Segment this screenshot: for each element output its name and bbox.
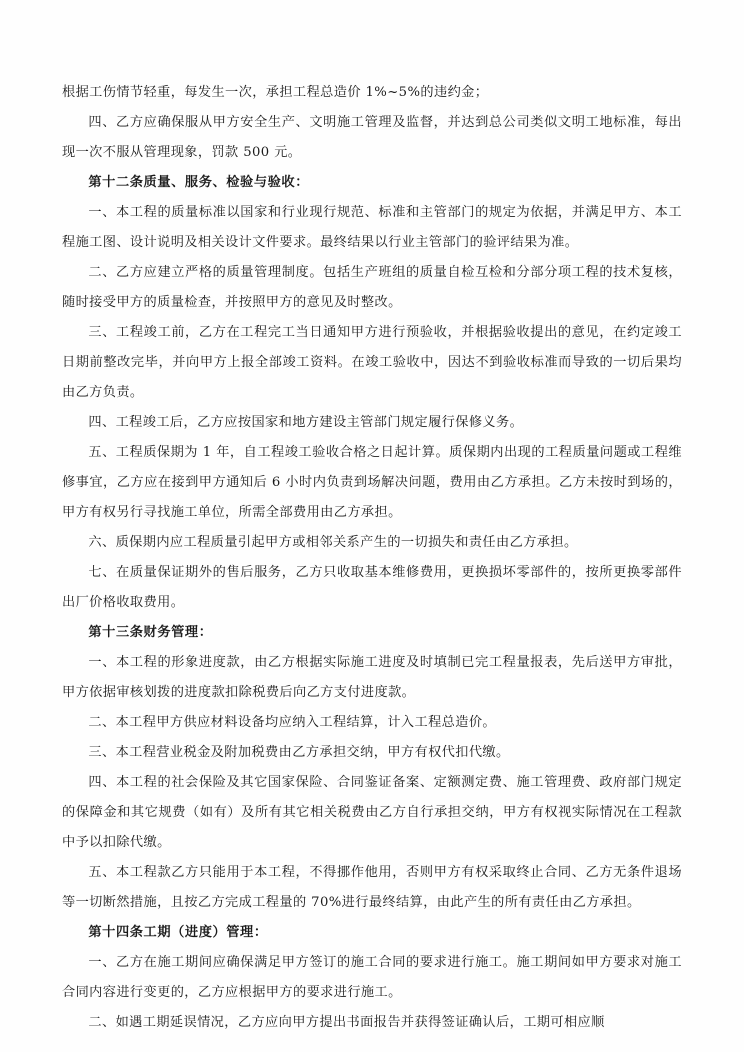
paragraph-pre-acceptance: 三、工程竣工前，乙方在工程完工当日通知甲方进行预验收，并根据验收提出的意见，在约定竣工日期前整改完毕，并向甲方上报全部竣工资料。在竣工验收中，因达不到验收标准而导致的一切后果均由乙方负责。 — [62, 325, 682, 400]
paragraph-materials-settlement: 二、本工程甲方供应材料设备均应纳入工程结算，计入工程总造价。 — [88, 715, 497, 730]
paragraph-injury-penalty: 根据工伤情节轻重，每发生一次，承担工程总造价 1%~5%的违约金； — [62, 85, 489, 100]
document-body — [62, 78, 682, 1038]
paragraph-warranty-period: 五、工程质保期为 1 年，自工程竣工验收合格之日起计算。质保期内出现的工程质量问题或工程维修事宜，乙方应在接到甲方通知后 6 小时内负责到场解决问题，费用由乙方承担。乙方未按时到场的，甲方有权另行寻找施工单位，所需全部费用由乙方承担。 — [62, 445, 682, 520]
paragraph-quality-management-system: 二、乙方应建立严格的质量管理制度。包括生产班组的质量自检互检和分部分项工程的技术复核，随时接受甲方的质量检查，并按照甲方的意见及时整改。 — [62, 265, 682, 310]
paragraph-social-insurance-fees: 四、本工程的社会保险及其它国家保险、合同鉴证备案、定额测定费、施工管理费、政府部门规定的保障金和其它规费（如有）及所有其它相关税费由乙方自行承担交纳，甲方有权视实际情况在工程款中予以扣除代缴。 — [62, 775, 682, 850]
paragraph-delay-notification: 二、如遇工期延误情况，乙方应向甲方提出书面报告并获得签证确认后，工期可相应顺 — [88, 1015, 605, 1030]
paragraph-warranty-obligation: 四、工程竣工后，乙方应按国家和地方建设主管部门规定履行保修义务。 — [88, 415, 524, 430]
section-heading-article-12: 第十二条质量、服务、检验与验收： — [88, 175, 309, 190]
paragraph-progress-payment: 一、本工程的形象进度款，由乙方根据实际施工进度及时填制已完工程量报表，先后送甲方审批，甲方依据审核划拨的进度款扣除税费后向乙方支付进度款。 — [62, 655, 682, 700]
paragraph-business-tax: 三、本工程营业税金及附加税费由乙方承担交纳，甲方有权代扣代缴。 — [88, 745, 510, 760]
paragraph-construction-period-compliance: 一、乙方在施工期间应确保满足甲方签订的施工合同的要求进行施工。施工期间如甲方要求对施工合同内容进行变更的，乙方应根据甲方的要求进行施工。 — [62, 955, 682, 1000]
section-heading-article-14: 第十四条工期（进度）管理： — [88, 925, 268, 940]
paragraph-warranty-liability: 六、质保期内应工程质量引起甲方或相邻关系产生的一切损失和责任由乙方承担。 — [88, 535, 578, 550]
paragraph-funds-usage-restriction: 五、本工程款乙方只能用于本工程，不得挪作他用，否则甲方有权采取终止合同、乙方无条件退场等一切断然措施，且按乙方完成工程量的 70%进行最终结算，由此产生的所有责任由乙方承担。 — [62, 865, 682, 910]
paragraph-safety-management: 四、乙方应确保服从甲方安全生产、文明施工管理及监督，并达到总公司类似文明工地标准，每出现一次不服从管理现象，罚款 500 元。 — [62, 115, 682, 160]
paragraph-after-sales-service: 七、在质量保证期外的售后服务，乙方只收取基本维修费用，更换损坏零部件的，按所更换零部件出厂价格收取费用。 — [62, 565, 682, 610]
paragraph-quality-standard: 一、本工程的质量标准以国家和行业现行规范、标准和主管部门的规定为依据，并满足甲方、本工程施工图、设计说明及相关设计文件要求。最终结果以行业主管部门的验评结果为准。 — [62, 205, 682, 250]
section-heading-article-13: 第十三条财务管理： — [88, 625, 213, 640]
